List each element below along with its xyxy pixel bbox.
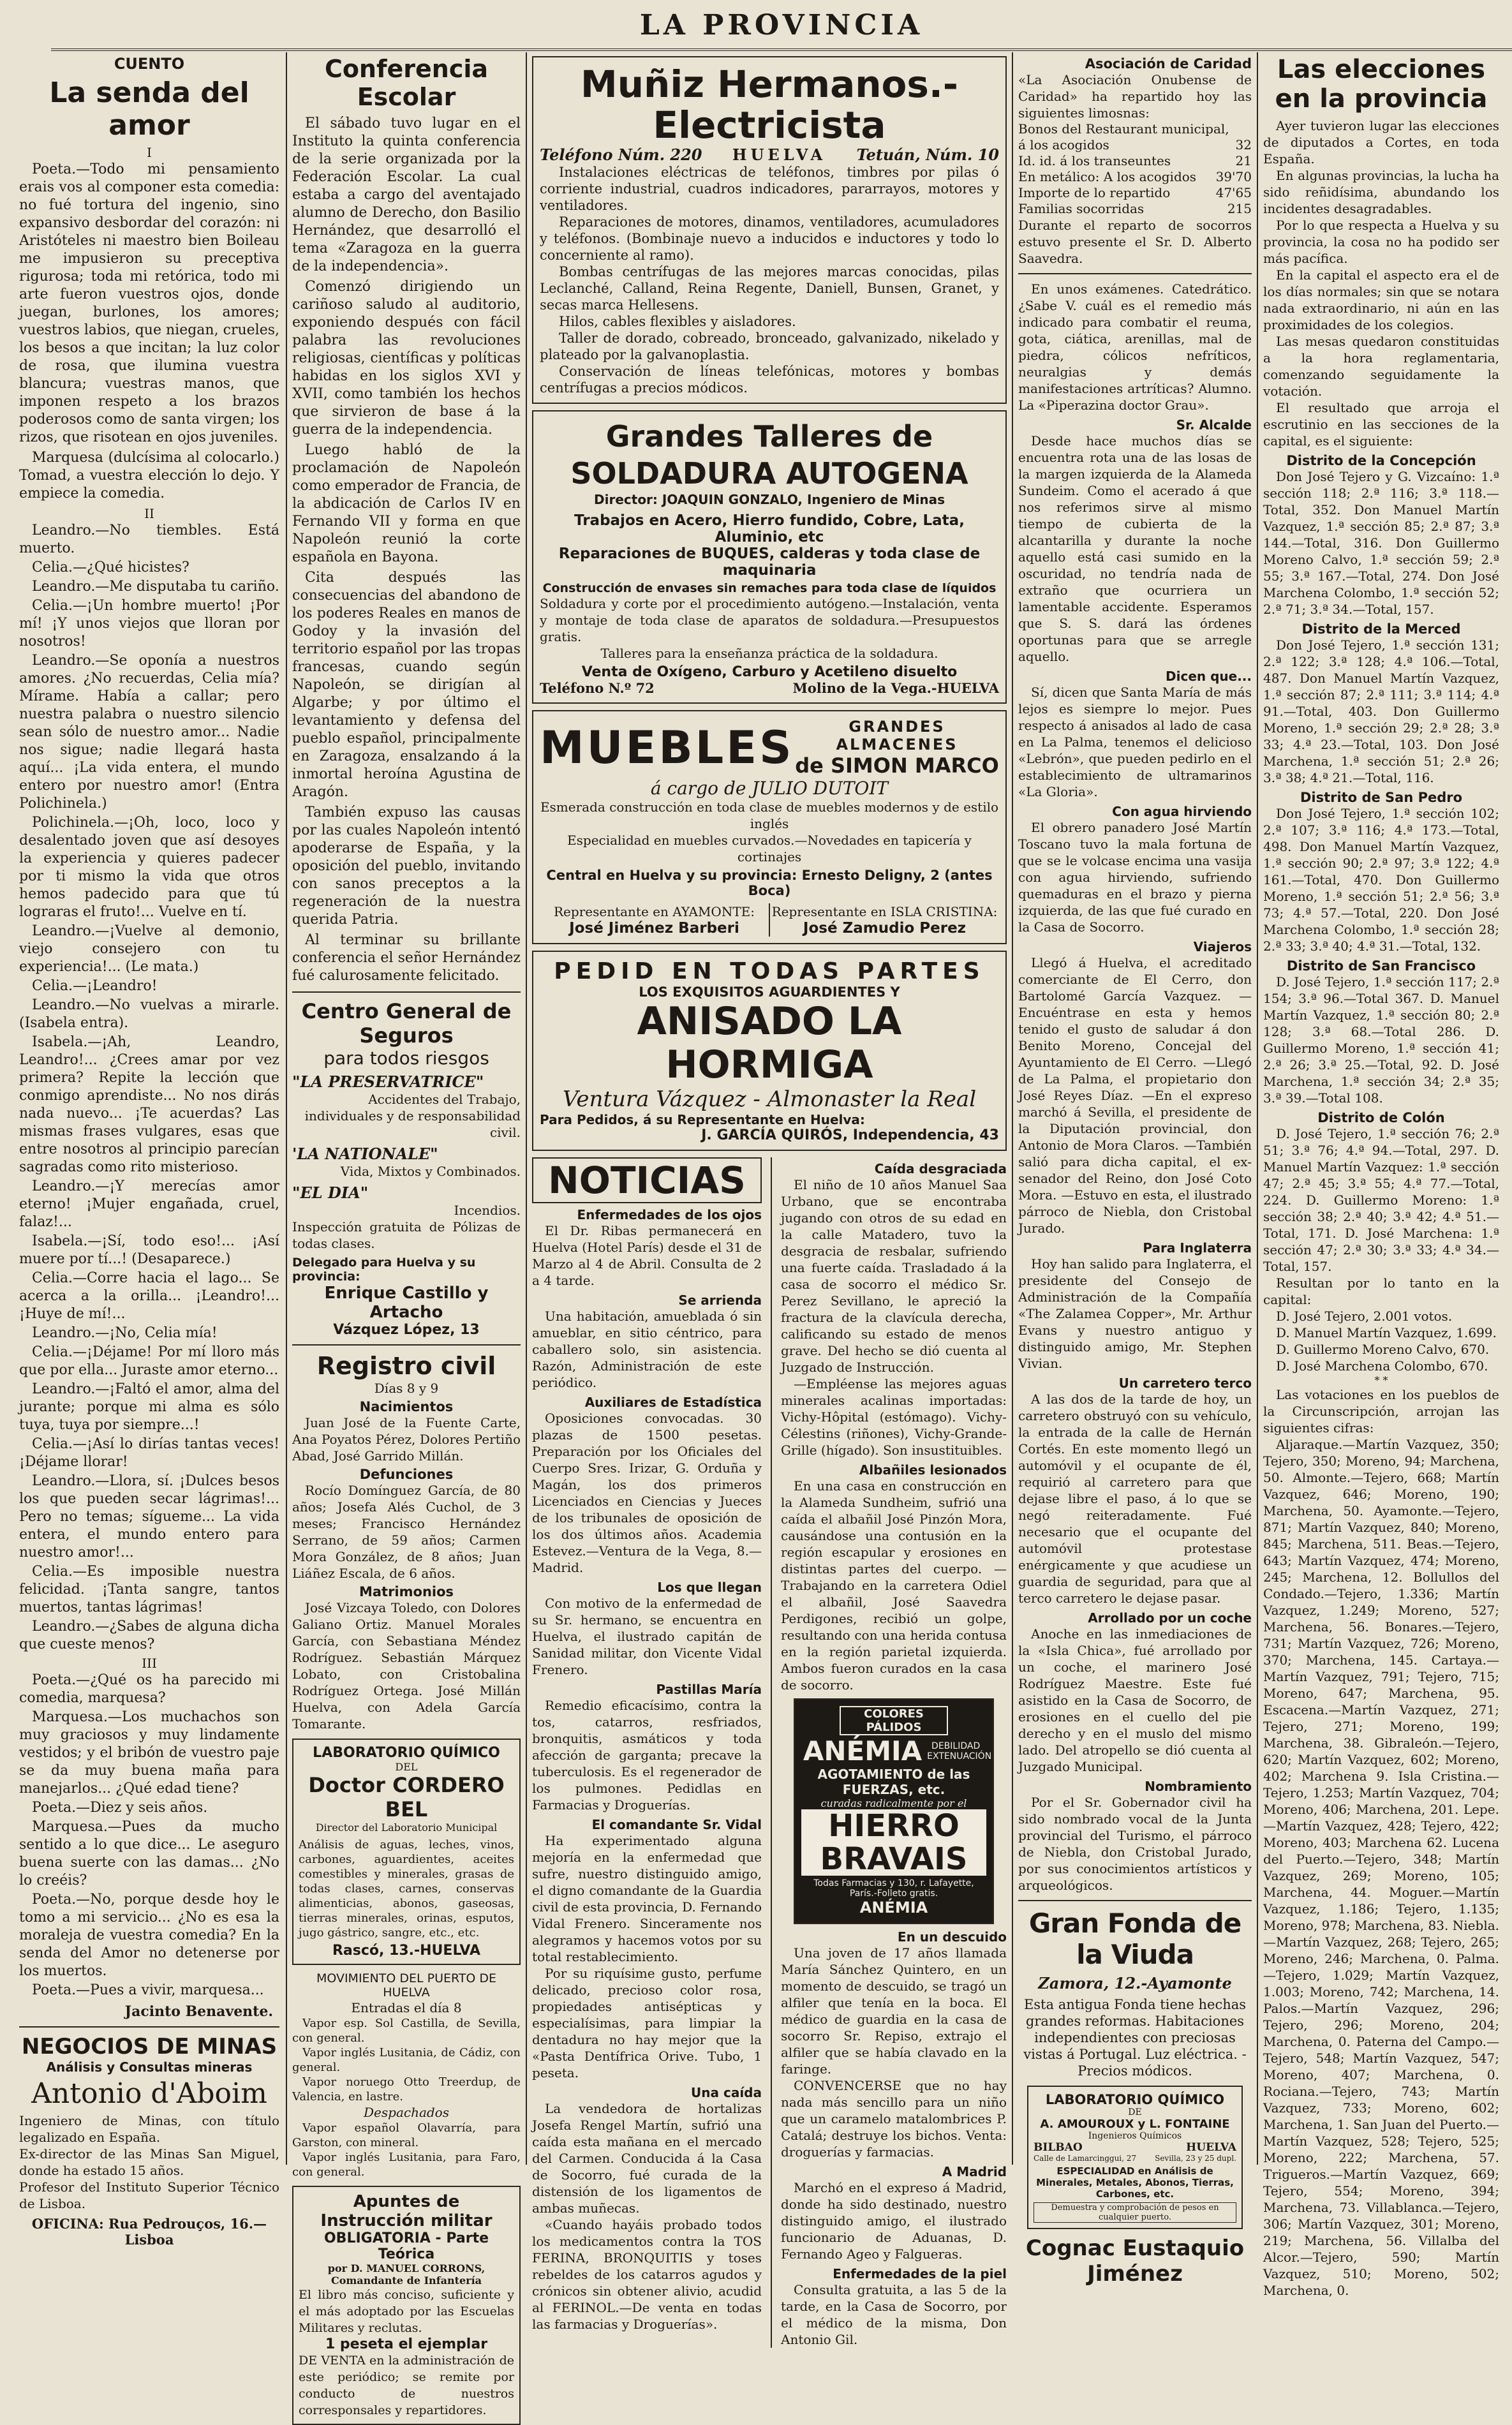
district-results: Don José Tejero, 1.ª sección 102; 2.ª 107; 3.ª 116; 4.ª 173.—Total, 498. Don Manuel Martín Vazquez, 1.ª sección 90; 2.ª 97; 3.ª 122; 4.ª 161.—Total, 470. Don Guillermo Moreno, 1.ª sección 51; 2.ª 56; 3.ª 73; 4.ª 57.—Total, 220. Don José Marchena Colombo, 1.ª sección 28; 2.ª 33; 3.ª 40; 4.ª 31.—Total, 132. [1263,806,1499,954]
district-heading: Distrito de la Merced [1301,621,1461,637]
news-rule [771,1157,772,2348]
fonda-title: Gran Fonda de la Viuda [1028,1908,1241,1970]
dialogue-line: Celia.—¡Leandro! [32,978,158,994]
lab2-names: A. AMOUROUX y L. FONTAINE [1040,2117,1230,2131]
dialogue-block [19,1672,279,1999]
district-heading: Distrito de San Francisco [1286,958,1476,974]
news-text: Ha experimentado alguna mejoría en la enfermedad que sufre, nuestro distinguido amigo, el digno comandante de la Guardia civil de esta provincia, D. Fernando Vidal Frenero. Sinceramente nos alegramos y hacemos votos por su total restablecimiento. [532,1833,762,1964]
conference-paragraph: También expuso las causas por las cuales Napoleón intentó apoderarse de España, y la oposición del pueblo, invitando con sanos preceptos a la regeneración de la nuestra querida Patria. [292,805,521,928]
dialogue-line: Poeta.—Pues a vivir, marquesa... [32,1982,264,1998]
section-numeral: I [147,145,152,160]
charity-row [1018,169,1252,185]
electrician-city: HUELVA [732,145,827,164]
military-author: por D. MANUEL CORRONS, Comandante de Infantería [327,2262,485,2287]
welding-contacts [540,680,999,696]
insurance-title: Centro General de Seguros [301,999,512,1048]
furniture-manager: á cargo de JULIO DUTOIT [650,778,889,799]
section-stars: * * [1374,1374,1388,1386]
furniture-title: MUEBLES [540,722,794,774]
news-heading: Nombramiento [1145,1779,1252,1794]
representative-name: José Zamudio Perez [803,920,967,937]
news-text: Una joven de 17 años llamada María Sánchez Quintero, en un momento de descuido, se tragó un alfiler que tenía en la boca. El médico de guardia en la casa de socorro Sr. Repiso, extrajo el alfiler que se había clavado en la faringe. [781,1945,1007,2077]
electrician-contacts [540,145,999,164]
port-entry: Vapor esp. Sol Castilla, de Sevilla, con general. [292,2017,521,2045]
military-subtitle: OBLIGATORIA - Parte Teórica [323,2230,489,2262]
dialogue-line: Poeta.—¿Qué os ha parecido mi comedia, marquesa? [19,1672,279,1706]
news-text: Hoy han salido para Inglaterra, el presidente del Consejo de Administración de la Compañía «The Zalamea Copper», Mr. Arthur Evans y nuestro antiguo y distinguido amigo, Mr. Stephen Vivian. [1018,1256,1252,1371]
charity-heading: Asociación de Caridad [1085,56,1252,71]
dialogue-line: Marquesa.—Pues da mucho sentido a lo que dice... Le aseguro buena suerte con las damas... ¿No lo creéis? [19,1819,279,1888]
dialogue-block [19,522,279,1654]
insurance-items [292,1072,521,1219]
news-left [532,1157,762,2348]
column-rule [286,52,287,2165]
anemia-word: ANÉMIA [803,1735,923,1767]
dialogue-line: Marquesa.—Los muchachos son muy graciosos y muy lindamente vestidos; y el bribón de vuestro paje se da muy buena maña para manejarlos... ¿Qué edad tiene? [19,1709,279,1797]
news-heading: Los que llegan [657,1580,762,1595]
furniture-store-name: de SIMON MARCO [795,753,999,778]
lab2-footer: Demuestra y comprobación de pesos en cualquier puerto. [1034,2202,1236,2223]
news-text: El Dr. Ribas permanecerá en Huelva (Hotel París) desde el 31 de Marzo al 4 de Abril. Consulta de 2 a 4 tarde. [532,1223,762,1288]
liquor-top: PEDID EN TODAS PARTES [554,958,985,984]
anemia-line: Todas Farmacias y 130, r. Lafayette, París.-Folleto gratis. [813,1878,974,1899]
elections-towns: Aljaraque.—Martín Vazquez, 350; Tejero, 350; Moreno, 94; Marchena, 50. Almonte.—Tejero, 668; Martín Vazquez, 646; Moreno, 190; Marchena, 50. Ayamonte.—Tejero, 871; Martín Vazquez, 840; Moreno, 845; Marchena, 511. Beas.—Tejero, 643; Martín Vazquez, 474; Moreno, 245; Marchena, 12. Bollullos del Condado.—Tejero, 1.336; Martín Vazquez, 1.249; Moreno, 527; Marchena, 56. Bonares.—Tejero, 731; Martín Vazquez, 726; Moreno, 370; Marchena, 145. Cartaya.—Martín Vazquez, 791; Tejero, 715; Moreno, 647; Marchena, 95. Escacena.—Martín Vazquez, 271; Tejero, 271; Moreno, 199; Marchena, 38. Gibraleón.—Tejero, 620; Martín Vazquez, 602; Moreno, 402; Marchena 9. Isla Cristina.—Tejero, 1.253; Martín Vazquez, 704; Moreno, 406; Marchena, 201. Lepe.—Martín Vazquez, 428; Tejero, 422; Moreno, 403; Marchena 62. Lucena del Puerto.—Tejero, 348; Martín Vazquez, 269; Moreno, 105; Marchena, 44. Moguer.—Martín Vazquez, 1.186; Tejero, 1.135; Moreno, 978; Marchena, 83. Niebla.—Martín Vazquez, 268; Tejero, 265; Moreno, 246; Marchena, 0. Palma.—Tejero, 1.029; Martín Vazquez, 1.003; Moreno, 742; Marchena, 14. Palos.—Martín Vazquez, 296; Tejero, 296; Moreno, 204; Marchena, 0. Paterna del Campo.—Tejero, 548; Martín Vazquez, 547; Moreno, 407; Marchena, 0. Rociana.—Tejero, 743; Martín Vazquez, 733; Moreno, 602; Marchena, 1. San Juan del Puerto.—Martín Vazquez, 528; Tejero, 525; Moreno, 222; Marchena, 57. Trigueros.—Martín Vazquez, 669; Tejero, 554; Moreno, 394; Marchena, 73. Villablanca.—Tejero, 306; Martín Vazquez, 301; Moreno, 219; Marchena, 56. Villalba del Alcor.—Tejero, 590; Martín Vazquez, 510; Moreno, 502; Marchena, 0. [1263,1437,1499,2298]
electrician-services [540,164,999,396]
local-news [1018,281,1252,1894]
liquor-orders: Para Pedidos, á su Representante en Huelva: [540,1112,865,1127]
welding-line: Trabajos en Acero, Hierro fundido, Cobre, Lata, Aluminio, etc [574,512,965,545]
anemia-brand: HIERRO BRAVAIS [801,1809,986,1876]
news-heading: En un descuido [897,1929,1007,1945]
welding-line: Venta de Oxígeno, Carburo y Acetileno disuelto [581,664,958,680]
registry-text: Rocío Domínguez García, de 80 años; Josefa Alés Cuchol, de 3 meses; Francisco Hernández Serrano, de 59 años; Carmen Mora González, de 8 años; Juan Liáñez Escala, de 6 años. [292,1483,521,1581]
welding-line: Reparaciones de BUQUES, calderas y toda clase de maquinaria [558,545,981,579]
furniture-central: Central en Huelva y su provincia: Ernesto Deligny, 2 (antes Boca) [546,868,993,898]
dialogue-line: Celia.—Corre hacia el lago... Se acerca a la orilla... ¡Leandro!... ¡Huye de mí!... [19,1270,279,1322]
electrician-phone: Teléfono Núm. 220 [540,145,702,164]
fonda-address: Zamora, 12.-Ayamonte [1038,1974,1232,1992]
news-heading: Una caída [691,2085,762,2100]
dialogue-line: Leandro.—No vuelvas a mirarle. (Isabela entra). [19,997,279,1031]
conference-paragraph: Comenzó dirigiendo un cariñoso saludo al auditorio, exponiendo después con fácil palabra las revoluciones religiosas, científicas y políticas habidas en los siglos XVI y XVII, como también los hechos que sirvieron de base á la guerra de la independencia. [292,279,521,438]
charity-label: Importe de lo repartido [1018,185,1171,200]
lab2-addr: Sevilla, 23 y 25 dupl. [1155,2154,1236,2163]
news-heading: Viajeros [1193,939,1252,954]
welding-address: Molino de la Vega.-HUELVA [792,680,999,696]
welding-phone: Teléfono N.º 72 [540,680,655,696]
district-heading: Distrito de Colón [1317,1110,1445,1125]
elections-paragraph: En la capital el aspecto era el de los días normales; sin que se notara nada extraordinario, ni aún en las proximidades de los colegios. [1263,267,1499,332]
news-heading: Pastillas María [656,1682,762,1697]
elections-paragraph: Ayer tuvieron lugar las elecciones de diputados a Cortes, en toda España. [1263,118,1499,167]
electrician-service: Taller de dorado, cobreado, bronceado, galvanizado, nikelado y plateado por la galvanoplastia. [540,330,999,362]
mining-ad-line: Profesor del Instituto Superior Técnico de Lisboa. [19,2179,279,2211]
section-numeral: III [142,1656,157,1671]
column-local [1018,52,1252,2287]
registry-heading: Matrimonios [359,1584,454,1599]
news-heading: Sr. Alcalde [1176,417,1252,433]
elections-paragraph: El resultado que arroja el escrutinio en las secciones de la capital, es el siguiente: [1263,400,1499,449]
dialogue-line: Leandro.—No tiembles. Está muerto. [19,523,279,556]
lab2-heading: LABORATORIO QUÍMICO [1045,2092,1225,2107]
news-text: Por el Sr. Gobernador civil ha sido nombrado vocal de la Junta provincial del Turismo, el párroco de Niebla, don Cristobal Jurado, por sus conocimientos artísticos y arqueológicos. [1018,1795,1252,1893]
news-items-right-2 [781,1929,1007,2348]
anemia-row [801,1735,992,1767]
divider [1018,273,1252,274]
electrician-service: Instalaciones eléctricas de teléfonos, timbres por pilas ó corriente industrial, cuadros indicadores, pararrayos, motores y ventiladores. [540,165,999,213]
column-ads-news [532,52,1007,2347]
military-sale: DE VENTA en la administración de este periódico; se remite por conducto de nuestros corresponsales y repartidores. [299,2354,514,2417]
news-heading: Con agua hirviendo [1112,804,1252,819]
lab2-city: HUELVA [1186,2141,1236,2154]
news-right [781,1157,1007,2348]
registry-text: José Vizcaya Toledo, con Dolores Galiano Ortiz. Manuel Morales García, con Sebastiana Méndez Rodríguez. Sebastián Márquez Lobato, con Cristobalina Rodríguez Ortega. José Millán Huelva, con Adela García Tomarante. [292,1600,521,1732]
conference-paragraph: El sábado tuvo lugar en el Instituto la quinta conferencia de la serie organizada por la Federación Escolar. La cual estaba a cargo del aventajado alumno de Derecho, don Basilio Hernández, que desarrolló el tema «Zaragoza en la guerra de la independencia». [292,115,521,274]
dialogue-line: Poeta.—No, porque desde hoy le tomo a mi servicio... ¿No es esa la moraleja de vuestra comedia? En la senda del Amor no detenerse por los muertos. [19,1892,279,1979]
elections-districts [1263,453,1499,1275]
charity-value: 21 [1235,153,1252,168]
dialogue-line: Celia.—Es imposible nuestra felicidad. ¡Tanta sangre, tantos muertos, tantas lágrimas! [19,1564,279,1615]
mining-ad-line: Ingeniero de Minas, con título legalizado en España. [19,2113,279,2145]
news-title: NOTICIAS [532,1157,762,1203]
masthead-title: LA PROVINCIA [639,9,924,41]
port-arrivals [292,2016,521,2104]
mining-ad-name: Antonio d'Aboim [31,2077,267,2110]
furniture-representatives [540,903,999,937]
electrician-address: Tetuán, Núm. 10 [856,145,999,164]
insurance-company: 'LA NATIONALE" [292,1145,438,1163]
conference-paragraph: Cita después las consecuencias del abandono de los poderes Reales en manos de Godoy y la invasión del territorio español por las tropas francesas, cuando según Napoleón, se dirigían al Algarbe; y por último el levantamiento y defensa del pueblo español, principalmente en Zaragoza, ensalzando á la inmortal heroína Agustina de Aragón. [292,570,521,800]
column-story [19,52,279,2248]
mining-ad-subtitle: Análisis y Consultas mineras [46,2059,253,2075]
fonda-text: Esta antigua Fonda tiene hechas grandes reformas. Habitaciones independientes con preciosas vistas á Portugal. Luz eléctrica. - Precios módicos. [1023,1997,1247,2079]
news-heading: Arrollado por un coche [1088,1610,1252,1626]
liquor-ad [532,951,1007,1151]
district-results: D. José Tejero, 1.ª sección 76; 2.ª 51; 3.ª 76; 4.ª 94.—Total, 297. D. Manuel Martín Vazquez: 1.ª sección 47; 2.ª 45; 3.ª 55; 4.ª 77.—Total, 224. D. Guillermo Moreno: 1.ª sección 38; 2.ª 40; 3.ª 42; 4.ª 51.—Total, 171. D. José Marchena: 1.ª sección 47; 2.ª 30; 3.ª 33; 4.ª 34.—Total, 157. [1263,1126,1499,1274]
news-text: «Cuando hayáis probado todos los medicamentos contra la TOS FERINA, BRONQUITIS y toses rebeldes de los catarros agudos y crónicos sin obtener alivio, acudid al FERINOL.—De venta en todas las farmacias y Droguerías». [532,2217,762,2332]
anemia-bottom: ANÉMIA [859,1899,928,1917]
anemia-side: DEBILIDAD EXTENUACIÓN [927,1740,992,1761]
summary-line: D. José Marchena Colombo, 670. [1276,1358,1488,1374]
representative-label: Representante en AYAMONTE: [554,904,755,919]
port-entry: Vapor inglés Lusitania, de Cádiz, con general. [292,2046,521,2074]
divider [292,991,521,993]
charity-row [1018,201,1252,217]
anemia-top: COLORES PÁLIDOS [840,1706,948,1735]
summary-line: D. Guillermo Moreno Calvo, 670. [1276,1342,1490,1357]
masthead [51,9,1512,51]
insurance-company: "EL DIA" [292,1183,369,1202]
electrician-service: Hilos, cables flexibles y aisladores. [559,314,796,329]
insurance-coverage: Accidentes del Trabajo, individuales y de responsabilidad civil. [304,1092,521,1140]
dialogue-line: Leandro.—Me disputaba tu cariño. [32,579,279,595]
divider [1018,1900,1252,1901]
lab-name: Doctor CORDERO BEL [308,1773,505,1821]
electrician-service: Bombas centrífugas de las mejores marcas conocidas, pilas Leclanché, Calland, Reina Regente, Daniell, Bunsen, Granet, y secas marca Hellesens. [540,264,999,313]
port-departures-heading: Despachados [364,2105,449,2120]
story-paragraph: Marquesa (dulcísima al colocarlo.) Tomad, a vuestra elección lo dejo. Y empiece la comedia. [19,450,279,501]
news-text: CONVENCERSE que no hay nada más sencillo para un niño que un caramelo matalombrices P. Catalá; destruye los bichos. Venta: droguerías y farmacias. [781,2078,1007,2160]
mining-ad-line: Ex-director de las Minas San Miguel, donde ha estado 15 años. [19,2146,279,2178]
column-rule [526,52,527,2165]
lab2-ad [1027,2086,1243,2229]
news-items-right [781,1161,1007,1693]
military-price: 1 peseta el ejemplar [325,2336,488,2352]
district-heading: Distrito de la Concepción [1286,453,1476,468]
electrician-service: Conservación de líneas telefónicas, motores y bombas centrífugas a precios módicos. [540,364,999,396]
military-ad [292,2186,521,2425]
dialogue-line: Polichinela.—¡Oh, loco, loco y desalentado joven que así desoyes la experiencia y quieres padecer por ti mismo la vida que otros hemos padecido para que tú lograras el fruto!... Vuelve en tí. [19,815,279,920]
insurance-delegate: Enrique Castillo y Artacho [324,1284,489,1322]
electrician-title: Muñiz Hermanos.-Electricista [581,63,958,147]
dialogue-line: Leandro.—¡No, Celia mía! [32,1325,218,1341]
dialogue-line: Isabela.—¡Ah, Leandro, Leandro!... ¿Crees amar por vez primera? Repite la lección que conmigo aprendiste... No nos dirás nada nuevo... ¡Te acuerdas? Las mismas frases vulgares, esas que entre nosotros al principio parecían sagradas como rito misterioso. [19,1034,279,1175]
elections-paragraph: En algunas provincias, la lucha ha sido reñidísima, abundando los incidentes desagradables. [1263,168,1499,216]
dialogue-line: Leandro.—¡Y merecías amor eterno! ¡Mujer engañada, cruel, falaz!... [19,1178,279,1230]
elections-intro [1263,117,1499,449]
divider [19,2026,279,2028]
news-heading: Caída desgraciada [874,1161,1007,1176]
conference-title: Conferencia Escolar [324,55,489,111]
column-conference [292,52,521,2417]
news-heading: Albañiles lesionados [859,1462,1007,1478]
news-heading: Enfermedades de la piel [833,2266,1007,2281]
news-text: Consulta gratuita, a las 5 de la tarde, en la Casa de Socorro, por el médico de la misma, Don Antonio Gil. [781,2282,1007,2347]
elections-title: Las elecciones en la provincia [1275,55,1488,114]
story-kicker: CUENTO [114,55,185,73]
dialogue-line: Leandro.—¡Vuelve al demonio, viejo consejero con tu experiencia!... (Le mata.) [19,923,279,975]
port-title: MOVIMIENTO DEL PUERTO DE HUELVA [316,1971,497,1999]
insurance-subtitle: para todos riesgos [323,1048,489,1069]
registry-heading: Defunciones [359,1467,454,1482]
liquor-rep: J. GARCÍA QUIRÓS, Independencia, 43 [701,1127,999,1143]
registry-text: Juan José de la Fuente Carte, Ana Poyatos Pérez, Dolores Pertiño Abad, José Garrido Millán. [292,1415,521,1464]
cognac-ad: Cognac Eustaquio Jiménez [1025,2236,1245,2287]
anemia-line: AGOTAMIENTO de las FUERZAS, etc. [817,1767,970,1797]
lab2-de: DE [1128,2107,1142,2117]
summary-line: D. José Tejero, 2.001 votos. [1276,1309,1453,1324]
news-heading: A Madrid [942,2164,1007,2179]
news-heading: Se arrienda [678,1293,762,1308]
insurance-note: Inspección gratuita de Pólizas de todas clases. [292,1219,521,1251]
column-rule [1012,52,1013,2165]
lab2-cities [1034,2141,1236,2154]
furniture-line: Esmerada construcción en toda clase de muebles modernos y de estilo inglés [540,799,999,831]
liquor-title: ANISADO LA HORMIGA [637,999,902,1087]
news-text: A las dos de la tarde de hoy, un carretero obstruyó con su vehículo, la entrada de la calle de Hernán Cortés. En este momento llegó un automóvil y el ocupante de él, requirió al carretero para que dejase libre el paso, á lo que se negó reiteradamente. Fué necesario que el ocupante del automóvil protestase enérgicamente y que acudiese un guardia de seguridad, para que al terco carretero le dejase pasar. [1018,1391,1252,1606]
lab2-specialty: ESPECIALIDAD en Análisis de Minerales, Metales, Abonos, Tierras, Carbones, etc. [1036,2165,1234,2200]
story-title: La senda del amor [49,77,249,142]
lab2-city: BILBAO [1034,2141,1083,2154]
news-text: Marchó en el expreso á Madrid, donde ha sido destinado, nuestro distinguido amigo, el ilustrado funcionario de Aduanas, D. Fernando Ageo y Falgueras. [781,2180,1007,2262]
section-numeral: II [144,506,154,521]
registry-title: Registro civil [316,1352,496,1380]
registry-heading: Nacimientos [359,1399,454,1414]
representative [770,903,999,937]
anemia-line: curadas radicalmente por el [820,1797,967,1809]
news-text: Llegó á Huelva, el acreditado comerciante de El Cerro, don Bartolomé García Vazquez. —Encuéntrase en esta y hemos tenido el gusto de saludar á don Benito Moreno, Concejal del Ayuntamiento de El Cerro. —Llegó de La Palma, el propietario don José Reyes Díaz. —En el expreso marchó á Sevilla, el presidente de la Diputación provincial, don Antonio de Mora Claros. —También salió para dicha capital, el ex-senador del Reino, don José Coto Mora. —Estuvo en esta, el ilustrado párroco de Niebla, don Cristobal Jurado. [1018,955,1252,1236]
lab2-addr: Calle de Lamarcinggui, 27 [1034,2154,1137,2163]
dialogue-line: Celia.—¡Así lo dirías tantas veces! ¡Déjame llorar! [19,1436,279,1470]
district-results: D. José Tejero, 1.ª sección 117; 2.ª 154; 3.ª 96.—Total 367. D. Manuel Martín Vazquez, 1.ª sección 80; 2.ª 128; 3.ª 68.—Total 286. D. Guillermo Moreno, 1.ª sección 41; 2.ª 26; 3.ª 25.—Total, 92. D. José Marchena, 1.ª sección 34; 2.ª 35; 3.ª 39.—Total 108. [1263,974,1499,1106]
port-entry: Vapor noruego Otto Treerdup, de Valencia, en lastre. [292,2075,521,2103]
furniture-store-line: GRANDES ALMACENES [836,718,958,753]
charity-value: 215 [1227,201,1252,216]
column-rule [1257,52,1258,2165]
charity-label: Id. id. á los transeuntes [1018,153,1171,168]
charity-table [1018,121,1252,217]
elections-paragraph: Por lo que respecta a Huelva y su provincia, la cosa no ha podido ser más pacífica. [1263,218,1499,266]
registry-sections [292,1399,521,1732]
liquor-sub: LOS EXQUISITOS AGUARDIENTES Y [639,984,900,1000]
furniture-header [540,718,999,778]
insurance-address: Vázquez López, 13 [333,1322,480,1338]
lab-del: DEL [395,1761,418,1773]
representative [540,903,770,937]
welding-line: Talleres para la enseñanza práctica de la soldadura. [600,646,938,661]
news-text: Oposiciones convocadas. 30 plazas de 1500 pesetas. Preparación por los Oficiales del Cuerpo Sres. Irizar, G. Orduña y Magán, los dos primeros Licenciados en Ciencias y Jueces de los tribunales de oposición de los dos últimos años. Academia Estevez.—Ventura de la Vega, 8.—Madrid. [532,1411,762,1575]
charity-text: «La Asociación Onubense de Caridad» ha repartido hoy las siguientes limosnas: [1018,72,1252,121]
military-title: Apuntes de Instrucción militar [320,2192,493,2230]
port-day: Entradas el día 8 [351,2000,462,2015]
news-text: El obrero panadero José Martín Toscano tuvo la mala fortuna de que se le volcase encima una vasija con agua hirviendo, sufriendo quemaduras en el brazo y pierna izquierda, de las que fué curado en la Casa de Socorro. [1018,820,1252,935]
port-departures [292,2121,521,2179]
charity-value: 39'70 [1215,169,1252,184]
news-text: El niño de 10 años Manuel Saa Urbano, que se encontraba jugando con otros de su edad en la calle Matadero, tuvo la desgracia de resbalar, sufriendo una fuerte caída. Trasladado á la casa de socorro el médico Sr. Perez Sevillano, le apreció la fractura de la clavícula derecha, calificando su estado de menos grave. Del hecho se dió cuenta al Juzgado de Instrucción. [781,1177,1007,1375]
charity-row [1018,121,1252,137]
column-elections [1263,52,1499,2298]
charity-label: Bonos del Restaurant municipal, [1018,121,1229,137]
story-author: Jacinto Benavente. [124,2003,273,2020]
welding-title: Grandes Talleres de SOLDADURA AUTOGENA [570,419,968,491]
electrician-service: Reparaciones de motores, dinamos, ventiladores, acumuladores y teléfonos. (Bombinaje nuevo a inducidos e inductores y todo lo concerniente al ramo). [540,214,999,263]
military-text: El libro más conciso, suficiente y el más adoptado por las Escuelas Militares y reclutas. [299,2288,514,2335]
welding-ad [532,410,1007,704]
charity-label: á los acogidos [1018,137,1109,152]
divider [292,1344,521,1346]
charity-footer: Durante el reparto de socorros estuvo presente el Sr. D. Alberto Saavedra. [1018,218,1252,266]
story-paragraph: Poeta.—Todo mi pensamiento erais vos al componer esta comedia: no fué tortura del ingenio, sino expansivo desbordar del corazón: ni Aristóteles ni maestro bien Boileau me impusieron su preceptiva rigurosa; toda mi retórica, todo mi arte fueron vuestros ojos, donde juegan, burlones, los amores; vuestros labios, que niegan, crueles, los besos a que incitan; la luz color de rosa, que ilumina vuestra blancura; vuestras manos, que imponen respeto a los brazos poderosos como de santa virgen; los rizos, que risotean en ojos juveniles. [19,161,279,445]
liquor-maker: Ventura Vázquez - Almonaster la Real [562,1086,977,1112]
furniture-line: Especialidad en muebles curvados.—Novedades en tapicería y cortinajes [567,833,972,864]
mining-ad-title: NEGOCIOS DE MINAS [21,2034,278,2059]
welding-line: Construcción de envases sin remaches para toda clase de líquidos [542,581,997,595]
lab-heading: LABORATORIO QUÍMICO [313,1745,500,1761]
news-text: Desde hace muchos días se encuentra rota una de las losas de la margen izquierda de la Alameda Sundeim. Como el acerado á que nos referimos sirve al mismo tiempo de cubierta de la alcantarilla y durante la noche aquello está casi sumido en la oscuridad, no tendría nada de extraño que ocurriera un lamentable accidente. Esperamos que S. S. dará las órdenes oportunas para que se arregle aquello. [1018,433,1252,664]
dialogue-line: Celia.—¡Déjame! Por mí lloro más que por ella... Juraste amor eterno... [19,1344,279,1378]
insurance-coverage: Vida, Mixtos y Combinados. [340,1164,521,1179]
dialogue-line: Celia.—¡Un hombre muerto! ¡Por mí! ¡Y unos viejos que lloran por nosotros! [19,598,279,649]
laboratory-ad [292,1739,521,1965]
news-text: En unos exámenes. Catedrático. ¿Sabe V. cuál es el remedio más indicado para combatir el reuma, gota, ciática, arenillas, mal de piedra, cólicos nefríticos, neuralgias y demás manifestaciones artríticas? Alumno. La «Piperazina doctor Grau». [1018,281,1252,413]
charity-label: En metálico: A los acogidos [1018,169,1197,184]
anemia-ad [794,1698,994,1924]
charity-value: 32 [1235,137,1252,152]
news-heading: El comandante Sr. Vidal [591,1817,762,1832]
news-heading: Para Inglaterra [1143,1240,1252,1256]
lab-text: Análisis de aguas, leches, vinos, carbones, aguardientes, aceites comestibles y minerales, grasas de todas clases, carnes, conservas alimenticias, abonos, gaseosas, tierras minerales, orinas, esputos, jugo gástrico, sangre, etc., etc. [299,1838,514,1939]
news-text: Con motivo de la enfermedad de su Sr. hermano, se encuentra en Huelva, el ilustrado capitán de Sanidad militar, don Vicente Vidal Frenero. [532,1596,762,1677]
lab-address: Rascó, 13.-HUELVA [332,1943,480,1959]
representative-label: Representante en ISLA CRISTINA: [771,904,998,919]
insurance-company: "LA PRESERVATRICE" [292,1072,484,1091]
conference-paragraph: Luego habló de la proclamación de Napoleón como emperador de Francia, de la abdicación de Carlos IV en Fernando VII y forma en que Napoleón reunió la corte española en Bayona. [292,442,521,565]
charity-value: 47'65 [1215,185,1252,200]
welding-director: Director: JOAQUIN GONZALO, Ingeniero de Minas [594,492,945,507]
news-text: Sí, dicen que Santa María de más lejos es siempre lo mejor. Pues respecto á anisados al lado de casa en La Palma, tenemos el delicioso «Lebrón», que pueden pedirlo en el establecimiento de ultramarinos «La Gloria». [1018,685,1252,799]
dialogue-line: Leandro.—¡Faltó el amor, alma del jurante; porque mi alma es sólo tuya, tuya por siempre...! [19,1381,279,1433]
mining-ad-address: OFICINA: Rua Pedrouços, 16.—Lisboa [31,2216,267,2248]
district-heading: Distrito de San Pedro [1300,790,1463,805]
elections-paragraph: Las mesas quedaron constituidas a la hora reglamentaria, comenzando seguidamente la votación. [1263,334,1499,399]
dialogue-line: Leandro.—¿Sabes de alguna dicha que cueste menos? [19,1619,279,1652]
district-results: Don José Tejero y G. Vizcaíno: 1.ª sección 118; 2.ª 116; 3.ª 118.—Total, 352. Don Manuel Martín Vazquez, 1.ª sección 85; 2.ª 87; 3.ª 144.—Total, 316. Don Guillermo Moreno Calvo, 1.ª sección 59; 2.ª 55; 3.ª 167.—Total, 274. Don José Marchena Colombo, 1.ª sección 52; 2.ª 71; 3.ª 34.—Total, 157. [1263,469,1499,617]
lab2-sub: Ingenieros Químicos [1088,2131,1182,2141]
charity-row [1018,137,1252,153]
registry-days: Días 8 y 9 [374,1381,439,1396]
news-text: —Empléense las mejores aguas minerales acalinas importadas: Vichy-Hôpital (estómago). Vichy-Célestins (riñones), Vichy-Grande-Grille (hígado). Son insustituibles. [781,1376,1007,1458]
news-items-left [532,1207,762,2332]
news-text: Remedio eficacísimo, contra la tos, catarros, resfriados, bronquitis, asmáticos y toda afección de garganta; precave la tuberculosis. Es el regenerador de los pulmones. Pedidlas en Farmacias y Droguerías. [532,1698,762,1813]
summary-line: D. Manuel Martín Vazquez, 1.699. [1276,1325,1497,1340]
news-text: Una habitación, amueblada ó sin amueblar, en sitio céntrico, para caballero solo, sin asistencia. Razón, Administración de este periódico. [532,1309,762,1390]
dialogue-line: Isabela.—¡Sí, todo eso!... ¡Así muere por tí...! (Desaparece.) [19,1233,279,1267]
representative-name: José Jiménez Barberi [569,920,739,937]
dialogue-line: Poeta.—Diez y seis años. [32,1800,208,1816]
district-results: Don José Tejero, 1.ª sección 131; 2.ª 122; 3.ª 128; 4.ª 106.—Total, 487. Don Manuel Martín Vazquez, 1.ª sección 87; 2.ª 111; 3.ª 114; 4.ª 91.—Total, 403. Don Guillermo Moreno, 1.ª sección 29; 2.ª 28; 3.ª 33; 4.ª 23.—Total, 103. Don José Marchena, 1.ª sección 51; 2.ª 26; 3.ª 38; 4.ª 21.—Total, 116. [1263,637,1499,785]
elections-summary [1263,1308,1499,1374]
news-heading: Un carretero terco [1118,1376,1252,1391]
news-text: En una casa en construcción en la Alameda Sundheim, sufrió una caída el albañil José Pinzón Mora, causándose una contusión en la región escapular y erosiones en distintas partes del cuerpo. —Trabajando en la carretera Odiel el albañil, José Saavedra Perdigones, recibió un golpe, resultando con una herida contusa en la región parietal izquierda. Ambos fueron curados en la casa de socorro. [781,1478,1007,1693]
lab-subtitle: Director del Laboratorio Municipal [315,1821,498,1834]
conference-body [292,115,521,985]
lab2-addrs [1034,2154,1236,2163]
dialogue-line: Leandro.—Se oponía a nuestros amores. ¿No recuerdas, Celia mía? Mírame. Había a callar; pero nuestra palabra o nuestro silencio sean sólo de nuestro amor... Nadie nos sigue; nadie llegará hasta aquí... ¡La vida entera, el mundo entero por nuestro amor! (Entra Polichinela.) [19,653,279,812]
furniture-store [795,718,999,778]
news-area [532,1157,1007,2348]
charity-row [1018,185,1252,201]
port-entry: Vapor español Olavarría, para Garston, con mineral. [292,2121,521,2149]
news-text: Anoche en las inmediaciones de la «Isla Chica», fué arrollado por un coche, el marinero José Rodríguez Maestre. Este fué asistido en la Casa de Socorro, de erosiones en el cuello del pie derecho y en el muslo del mismo lado. Del atropello se dió cuenta al Juzgado Municipal. [1018,1626,1252,1774]
news-text: La vendedora de hortalizas Josefa Rengel Martín, sufrió una caída esta mañana en el mercado del Carmen. Conducida á la Casa de Socorro, fué curada de la distensión de los ligamentos de ambas muñecas. [532,2101,762,2216]
news-heading: Dicen que... [1166,669,1252,684]
news-heading: Auxiliares de Estadística [584,1395,762,1410]
news-text: Por su riquísime gusto, perfume delicado, precioso color rosa, propiedades antisépticas y especialísimas, para limpiar la dentadura no hay mejor que la «Pasta Dentífrica Orive. Tubo, 1 peseta. [532,1966,762,2080]
dialogue-line: Celia.—¿Qué hicistes? [32,560,189,575]
conference-paragraph: Al terminar su brillante conferencia el señor Hernández fué calurosamente felicitado. [292,932,521,984]
port-entry: Vapor inglés Lusitania, para Faro, con general. [292,2151,521,2179]
charity-row [1018,153,1252,169]
furniture-ad [532,710,1007,944]
news-heading: Enfermedades de los ojos [577,1207,762,1222]
dialogue-line: Leandro.—Llora, sí. ¡Dulces besos los que pueden secar lágrimas!... Pero no temas; sígueme... La vida entera, el mundo entero para nuestro amor!... [19,1473,279,1561]
elections-summary-heading: Resultan por lo tanto en la capital: [1263,1275,1499,1307]
elections-towns-intro: Las votaciones en los pueblos de la Circunscripción, arrojan las siguientes cifras: [1263,1387,1499,1435]
charity-label: Familias socorridas [1018,201,1145,216]
insurance-coverage: Incendios. [454,1203,521,1218]
insurance-delegate-label: Delegado para Huelva y su provincia: [292,1256,476,1284]
welding-line: Soldadura y corte por el procedimiento autógeno.—Instalación, venta y montaje de toda clase de aparatos de soldadura.—Presupuestos gratis. [540,596,999,644]
electrician-ad [532,56,1007,404]
